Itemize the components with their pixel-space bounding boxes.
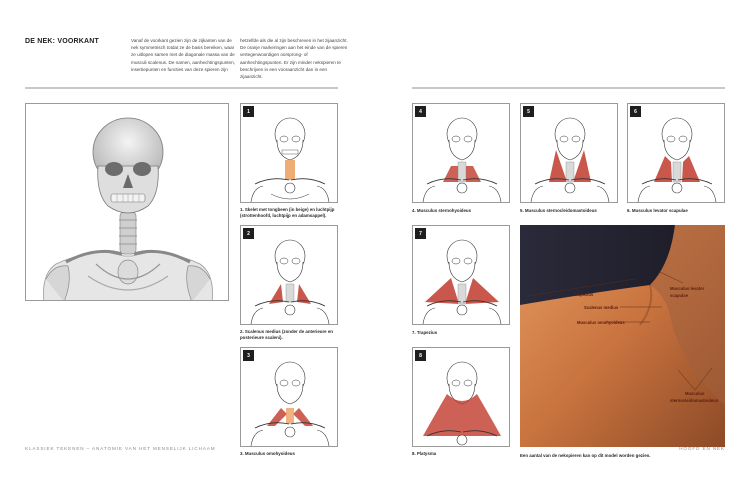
figure-6-panel bbox=[627, 103, 725, 203]
figure-3-caption: 3. Musculus omohyoideus bbox=[240, 451, 295, 456]
photo-label-omohyoideus: Musculus omohyoideus bbox=[577, 320, 625, 325]
photo-label-levator-scapulae-2: scapulae bbox=[670, 293, 688, 298]
skeleton-drawing-panel bbox=[25, 103, 229, 301]
right-page-rule bbox=[412, 87, 725, 89]
figure-number-badge: 4 bbox=[415, 106, 426, 117]
figure-number-badge: 7 bbox=[415, 228, 426, 239]
photo-label-levator-scapulae-1: Musculus levator bbox=[670, 286, 705, 291]
figure-number-badge: 6 bbox=[630, 106, 641, 117]
skeleton-neck-diagram bbox=[241, 104, 338, 203]
platysma-diagram bbox=[413, 348, 510, 447]
levator-scapulae-diagram bbox=[628, 104, 725, 203]
figure-2-panel bbox=[240, 225, 338, 325]
scalenus-medius-diagram bbox=[241, 226, 338, 325]
intro-text-column-2: hetzelfde als die al zijn beschreven in het zijaanzicht. De oranje markeringen aan het einde van de spieren vertegenwoordigen oorsprong- of aanhechtingspunten. Er zijn minder nekspieren te beschrijven in een vooraanzicht dan in een zijaanzicht. bbox=[240, 38, 348, 80]
photo-label-scm-2: sternocleidomastoideus bbox=[670, 398, 719, 403]
figure-2-caption: 2. Scalenus medius (zonder de anterieure en posterieure scaleni). bbox=[240, 329, 333, 340]
neck-photo-illustration bbox=[520, 225, 725, 447]
page-title: DE NEK: VOORKANT bbox=[25, 38, 99, 45]
photo-label-trapezius: Trapezius bbox=[574, 292, 594, 297]
neck-model-photo bbox=[520, 225, 725, 447]
figure-number-badge: 3 bbox=[243, 350, 254, 361]
figure-number-badge: 8 bbox=[415, 350, 426, 361]
figure-4-caption: 4. Musculus sternohyoideus bbox=[412, 208, 472, 213]
figure-7-panel bbox=[412, 225, 510, 325]
skeleton-illustration bbox=[26, 104, 229, 301]
figure-3-panel bbox=[240, 347, 338, 447]
sternohyoideus-diagram bbox=[413, 104, 510, 203]
figure-1-panel bbox=[240, 103, 338, 203]
photo-label-scm-1: Musculus bbox=[685, 391, 705, 396]
figure-8-panel bbox=[412, 347, 510, 447]
figure-1-caption: 1. Skelet met tongbeen (in beige) en luchtpijp (strottenhoofd, luchtpijp en adamsappel). bbox=[240, 207, 335, 218]
trapezius-diagram bbox=[413, 226, 510, 325]
footer-book-title: KLASSIEK TEKENEN – ANATOMIE VAN HET MENSELIJK LICHAAM bbox=[25, 446, 216, 451]
figure-5-panel bbox=[520, 103, 618, 203]
photo-caption: Een aantal van de nekspieren kan op dit model worden gezien. bbox=[520, 453, 651, 458]
figure-number-badge: 2 bbox=[243, 228, 254, 239]
sternocleidomastoideus-diagram bbox=[521, 104, 618, 203]
left-page-rule bbox=[25, 87, 338, 89]
figure-number-badge: 5 bbox=[523, 106, 534, 117]
intro-text-column-1: Vanaf de voorkant gezien zijn de zijkanten van de nek symmetrisch totdat ze de basis bereiken, waar ze uitlopen samen met de diagonale massa van de musculi scalenus. De namen, aanhechtingspunten, insertiepunten en functies van deze spieren zijn bbox=[131, 38, 235, 72]
figure-6-caption: 6. Musculus levator scapulae bbox=[627, 208, 688, 213]
figure-5-caption: 5. Musculus sternocleidomastoideus bbox=[520, 208, 597, 213]
photo-label-scalenus-medius: Scalenus medius bbox=[584, 305, 619, 310]
omohyoideus-diagram bbox=[241, 348, 338, 447]
figure-7-caption: 7. Trapezius bbox=[412, 330, 438, 335]
figure-4-panel bbox=[412, 103, 510, 203]
figure-number-badge: 1 bbox=[243, 106, 254, 117]
figure-8-caption: 8. Platysma bbox=[412, 451, 437, 456]
footer-chapter-title: HOOFD EN NEK bbox=[679, 446, 725, 451]
